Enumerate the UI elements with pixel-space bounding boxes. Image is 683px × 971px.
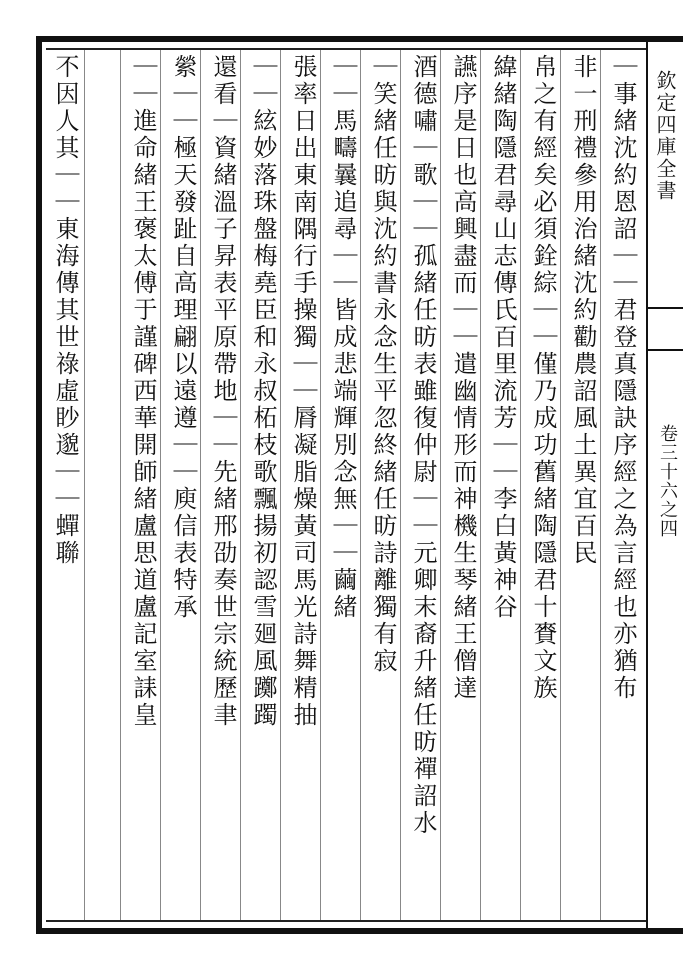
text-column: ｜事緒沈約恩詔｜｜君登真隱訣序經之為言經也亦猶布	[609, 54, 637, 702]
text-column: ｜｜絃妙落珠盤梅堯臣和永叔柘枝歌飄揚初認雪廻風躑躅	[249, 54, 277, 729]
frame-top-border	[40, 36, 683, 42]
text-column: 不因人其｜｜東海傳其世祿虛眇邈｜｜蟬聯	[51, 54, 79, 567]
fishtail-mark	[648, 307, 683, 351]
column-rule	[84, 50, 85, 920]
text-column: 還看｜資緒溫子昇表平原帶地｜｜先緒邢劭奏世宗統歷聿	[209, 54, 237, 729]
column-rule	[120, 50, 121, 920]
book-title: 欽定四庫全書	[653, 70, 677, 202]
text-column: ｜笑緒任昉與沈約書永念生平忽終緒任昉詩離獨有寂	[369, 54, 397, 675]
text-column: 讌序是日也高興盡而｜｜遣幽情形而神機生琴緒王僧達	[449, 54, 477, 702]
text-column: 非一刑禮參用治緒沈約勸農詔風土異宜百民	[569, 54, 597, 567]
text-column: ｜｜馬疇曩追尋｜｜皆成悲端輝別念無｜｜繭緒	[329, 54, 357, 621]
page-center-column	[648, 42, 683, 928]
text-column: 張率日出東南隅行手操獨｜｜脣凝脂燥黃司馬光詩舞精抽	[289, 54, 317, 729]
text-column: 緯緒陶隱君尋山志傳氏百里流芳｜｜李白黃神谷	[489, 54, 517, 621]
frame-left-border	[36, 36, 42, 934]
frame-inner-top-rule	[46, 48, 646, 50]
text-column: ｜｜進命緒王褒太傅于謹碑西華開師緒盧思道盧記室誄皇	[129, 54, 157, 729]
frame-inner-bottom-rule	[46, 920, 646, 922]
volume-label: 卷三十六之四	[657, 424, 678, 538]
frame-bottom-border	[40, 928, 683, 934]
text-column: 酒德嘯｜歌｜｜孤緒任昉表雖復仲尉｜｜元卿末裔升緒任昉禪詔水	[409, 54, 437, 837]
text-column: 縈｜｜極天發趾自高理翩以遠遵｜｜庾信表特承	[169, 54, 197, 621]
text-column: 帛之有經矣必須銓綜｜｜僅乃成功舊緒陶隱君十賚文族	[529, 54, 557, 702]
